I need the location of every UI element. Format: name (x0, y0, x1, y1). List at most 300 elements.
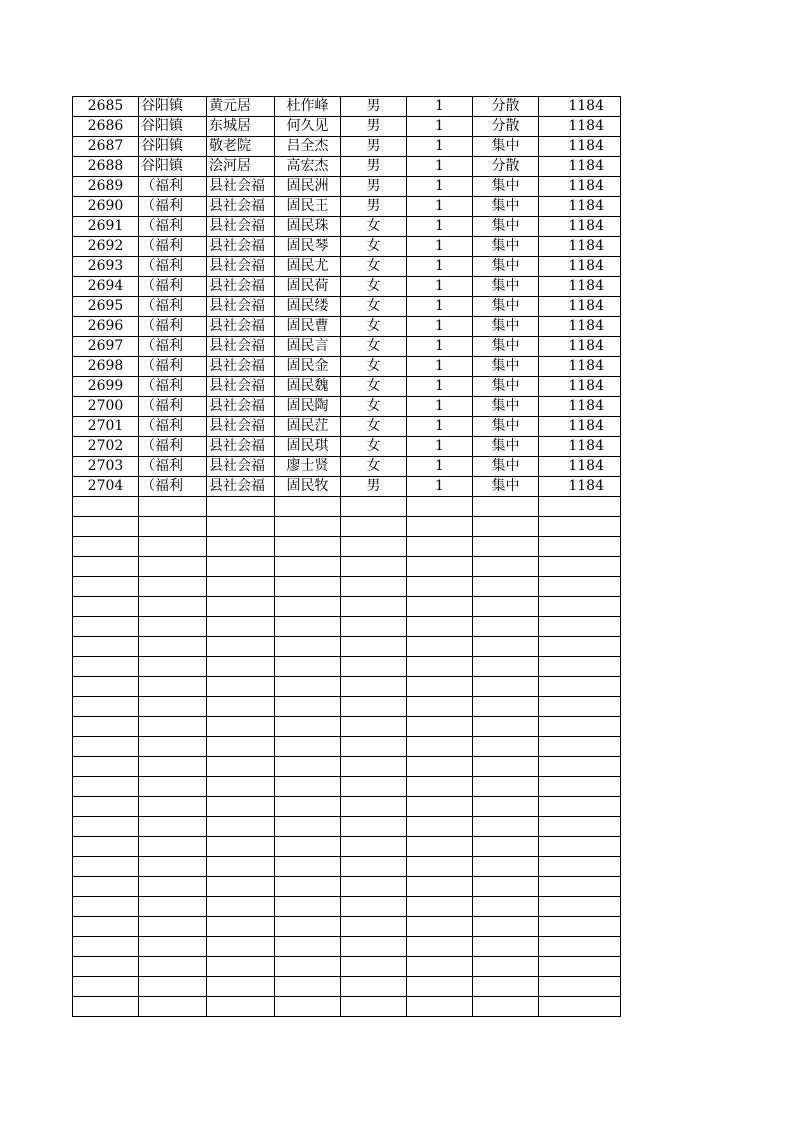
town-cell[interactable] (139, 497, 207, 517)
type-cell[interactable]: 分散 (473, 157, 539, 177)
type-cell[interactable] (473, 777, 539, 797)
unit-cell[interactable]: 县社会福 (207, 377, 275, 397)
index-cell[interactable]: 2697 (73, 337, 139, 357)
count-cell[interactable]: 1 (407, 117, 473, 137)
type-cell[interactable] (473, 557, 539, 577)
gender-cell[interactable] (341, 957, 407, 977)
index-cell[interactable] (73, 797, 139, 817)
index-cell[interactable] (73, 817, 139, 837)
count-cell[interactable]: 1 (407, 397, 473, 417)
town-cell[interactable]: （福利 (139, 457, 207, 477)
amount-cell[interactable] (539, 977, 621, 997)
gender-cell[interactable] (341, 717, 407, 737)
count-cell[interactable] (407, 557, 473, 577)
gender-cell[interactable] (341, 997, 407, 1017)
name-cell[interactable] (275, 877, 341, 897)
count-cell[interactable] (407, 937, 473, 957)
name-cell[interactable]: 固民洲 (275, 177, 341, 197)
town-cell[interactable] (139, 557, 207, 577)
gender-cell[interactable]: 男 (341, 137, 407, 157)
amount-cell[interactable]: 1184 (539, 277, 621, 297)
type-cell[interactable]: 集中 (473, 477, 539, 497)
type-cell[interactable]: 分散 (473, 117, 539, 137)
type-cell[interactable] (473, 797, 539, 817)
gender-cell[interactable]: 女 (341, 437, 407, 457)
amount-cell[interactable] (539, 917, 621, 937)
gender-cell[interactable]: 女 (341, 297, 407, 317)
unit-cell[interactable] (207, 857, 275, 877)
index-cell[interactable] (73, 637, 139, 657)
amount-cell[interactable]: 1184 (539, 137, 621, 157)
index-cell[interactable]: 2687 (73, 137, 139, 157)
unit-cell[interactable]: 县社会福 (207, 317, 275, 337)
gender-cell[interactable]: 男 (341, 157, 407, 177)
amount-cell[interactable] (539, 877, 621, 897)
town-cell[interactable]: （福利 (139, 297, 207, 317)
amount-cell[interactable] (539, 997, 621, 1017)
unit-cell[interactable] (207, 977, 275, 997)
index-cell[interactable] (73, 717, 139, 737)
index-cell[interactable] (73, 657, 139, 677)
town-cell[interactable] (139, 637, 207, 657)
index-cell[interactable]: 2688 (73, 157, 139, 177)
amount-cell[interactable] (539, 777, 621, 797)
name-cell[interactable] (275, 577, 341, 597)
amount-cell[interactable]: 1184 (539, 237, 621, 257)
town-cell[interactable]: （福利 (139, 377, 207, 397)
unit-cell[interactable]: 县社会福 (207, 417, 275, 437)
town-cell[interactable]: （福利 (139, 237, 207, 257)
index-cell[interactable]: 2693 (73, 257, 139, 277)
index-cell[interactable] (73, 617, 139, 637)
town-cell[interactable]: （福利 (139, 477, 207, 497)
type-cell[interactable]: 集中 (473, 397, 539, 417)
amount-cell[interactable] (539, 497, 621, 517)
index-cell[interactable] (73, 597, 139, 617)
amount-cell[interactable] (539, 837, 621, 857)
count-cell[interactable] (407, 857, 473, 877)
gender-cell[interactable] (341, 877, 407, 897)
name-cell[interactable] (275, 817, 341, 837)
type-cell[interactable]: 集中 (473, 217, 539, 237)
count-cell[interactable] (407, 877, 473, 897)
type-cell[interactable]: 集中 (473, 377, 539, 397)
index-cell[interactable]: 2686 (73, 117, 139, 137)
gender-cell[interactable]: 女 (341, 237, 407, 257)
town-cell[interactable] (139, 617, 207, 637)
amount-cell[interactable] (539, 537, 621, 557)
type-cell[interactable] (473, 577, 539, 597)
name-cell[interactable] (275, 697, 341, 717)
town-cell[interactable] (139, 957, 207, 977)
unit-cell[interactable] (207, 497, 275, 517)
name-cell[interactable]: 固民荷 (275, 277, 341, 297)
amount-cell[interactable]: 1184 (539, 437, 621, 457)
name-cell[interactable] (275, 737, 341, 757)
gender-cell[interactable] (341, 557, 407, 577)
index-cell[interactable] (73, 777, 139, 797)
gender-cell[interactable]: 女 (341, 457, 407, 477)
town-cell[interactable] (139, 757, 207, 777)
type-cell[interactable] (473, 917, 539, 937)
amount-cell[interactable]: 1184 (539, 197, 621, 217)
unit-cell[interactable] (207, 577, 275, 597)
name-cell[interactable]: 固民珠 (275, 217, 341, 237)
index-cell[interactable] (73, 977, 139, 997)
amount-cell[interactable] (539, 617, 621, 637)
gender-cell[interactable] (341, 777, 407, 797)
amount-cell[interactable] (539, 597, 621, 617)
town-cell[interactable] (139, 877, 207, 897)
type-cell[interactable] (473, 877, 539, 897)
type-cell[interactable] (473, 897, 539, 917)
unit-cell[interactable]: 县社会福 (207, 277, 275, 297)
count-cell[interactable] (407, 777, 473, 797)
type-cell[interactable] (473, 637, 539, 657)
amount-cell[interactable] (539, 957, 621, 977)
name-cell[interactable]: 何久见 (275, 117, 341, 137)
gender-cell[interactable]: 男 (341, 97, 407, 117)
town-cell[interactable]: （福利 (139, 177, 207, 197)
count-cell[interactable] (407, 957, 473, 977)
town-cell[interactable] (139, 917, 207, 937)
count-cell[interactable]: 1 (407, 197, 473, 217)
gender-cell[interactable] (341, 497, 407, 517)
unit-cell[interactable] (207, 597, 275, 617)
type-cell[interactable] (473, 657, 539, 677)
amount-cell[interactable]: 1184 (539, 257, 621, 277)
index-cell[interactable] (73, 677, 139, 697)
town-cell[interactable]: （福利 (139, 417, 207, 437)
town-cell[interactable] (139, 937, 207, 957)
count-cell[interactable]: 1 (407, 477, 473, 497)
name-cell[interactable] (275, 617, 341, 637)
count-cell[interactable] (407, 997, 473, 1017)
type-cell[interactable] (473, 517, 539, 537)
unit-cell[interactable] (207, 917, 275, 937)
index-cell[interactable]: 2685 (73, 97, 139, 117)
index-cell[interactable] (73, 697, 139, 717)
unit-cell[interactable] (207, 817, 275, 837)
town-cell[interactable]: 谷阳镇 (139, 117, 207, 137)
name-cell[interactable] (275, 777, 341, 797)
count-cell[interactable] (407, 797, 473, 817)
index-cell[interactable]: 2698 (73, 357, 139, 377)
unit-cell[interactable]: 县社会福 (207, 177, 275, 197)
gender-cell[interactable] (341, 637, 407, 657)
name-cell[interactable]: 廖士贤 (275, 457, 341, 477)
count-cell[interactable]: 1 (407, 217, 473, 237)
name-cell[interactable]: 固民金 (275, 357, 341, 377)
town-cell[interactable]: 谷阳镇 (139, 137, 207, 157)
index-cell[interactable]: 2694 (73, 277, 139, 297)
gender-cell[interactable]: 男 (341, 197, 407, 217)
type-cell[interactable] (473, 717, 539, 737)
name-cell[interactable] (275, 537, 341, 557)
unit-cell[interactable] (207, 657, 275, 677)
unit-cell[interactable] (207, 797, 275, 817)
town-cell[interactable]: （福利 (139, 277, 207, 297)
amount-cell[interactable] (539, 797, 621, 817)
count-cell[interactable]: 1 (407, 157, 473, 177)
type-cell[interactable]: 集中 (473, 297, 539, 317)
unit-cell[interactable] (207, 517, 275, 537)
count-cell[interactable]: 1 (407, 377, 473, 397)
unit-cell[interactable]: 县社会福 (207, 237, 275, 257)
amount-cell[interactable]: 1184 (539, 417, 621, 437)
name-cell[interactable] (275, 977, 341, 997)
name-cell[interactable]: 固民言 (275, 337, 341, 357)
town-cell[interactable] (139, 737, 207, 757)
amount-cell[interactable] (539, 677, 621, 697)
gender-cell[interactable] (341, 937, 407, 957)
amount-cell[interactable] (539, 657, 621, 677)
amount-cell[interactable] (539, 637, 621, 657)
unit-cell[interactable] (207, 877, 275, 897)
index-cell[interactable] (73, 537, 139, 557)
name-cell[interactable]: 固民魏 (275, 377, 341, 397)
name-cell[interactable] (275, 717, 341, 737)
gender-cell[interactable] (341, 977, 407, 997)
index-cell[interactable] (73, 997, 139, 1017)
index-cell[interactable]: 2703 (73, 457, 139, 477)
town-cell[interactable]: （福利 (139, 197, 207, 217)
unit-cell[interactable]: 县社会福 (207, 297, 275, 317)
amount-cell[interactable] (539, 757, 621, 777)
index-cell[interactable] (73, 737, 139, 757)
amount-cell[interactable] (539, 857, 621, 877)
index-cell[interactable] (73, 877, 139, 897)
amount-cell[interactable]: 1184 (539, 377, 621, 397)
town-cell[interactable]: （福利 (139, 317, 207, 337)
type-cell[interactable] (473, 937, 539, 957)
unit-cell[interactable] (207, 937, 275, 957)
type-cell[interactable] (473, 617, 539, 637)
amount-cell[interactable] (539, 817, 621, 837)
amount-cell[interactable]: 1184 (539, 177, 621, 197)
amount-cell[interactable] (539, 557, 621, 577)
unit-cell[interactable]: 浍河居 (207, 157, 275, 177)
amount-cell[interactable] (539, 697, 621, 717)
unit-cell[interactable]: 敬老院 (207, 137, 275, 157)
unit-cell[interactable] (207, 777, 275, 797)
type-cell[interactable]: 分散 (473, 97, 539, 117)
town-cell[interactable] (139, 997, 207, 1017)
type-cell[interactable] (473, 837, 539, 857)
count-cell[interactable]: 1 (407, 257, 473, 277)
unit-cell[interactable]: 县社会福 (207, 477, 275, 497)
name-cell[interactable] (275, 557, 341, 577)
type-cell[interactable] (473, 857, 539, 877)
index-cell[interactable]: 2695 (73, 297, 139, 317)
gender-cell[interactable]: 女 (341, 377, 407, 397)
count-cell[interactable]: 1 (407, 277, 473, 297)
count-cell[interactable]: 1 (407, 177, 473, 197)
town-cell[interactable] (139, 537, 207, 557)
unit-cell[interactable] (207, 997, 275, 1017)
type-cell[interactable]: 集中 (473, 417, 539, 437)
unit-cell[interactable]: 县社会福 (207, 217, 275, 237)
name-cell[interactable] (275, 837, 341, 857)
count-cell[interactable] (407, 737, 473, 757)
index-cell[interactable] (73, 837, 139, 857)
index-cell[interactable] (73, 497, 139, 517)
count-cell[interactable] (407, 597, 473, 617)
count-cell[interactable]: 1 (407, 137, 473, 157)
unit-cell[interactable]: 县社会福 (207, 337, 275, 357)
town-cell[interactable]: （福利 (139, 217, 207, 237)
name-cell[interactable]: 吕全杰 (275, 137, 341, 157)
type-cell[interactable]: 集中 (473, 357, 539, 377)
town-cell[interactable] (139, 517, 207, 537)
index-cell[interactable]: 2702 (73, 437, 139, 457)
count-cell[interactable]: 1 (407, 237, 473, 257)
index-cell[interactable]: 2690 (73, 197, 139, 217)
count-cell[interactable] (407, 897, 473, 917)
gender-cell[interactable]: 男 (341, 477, 407, 497)
type-cell[interactable] (473, 537, 539, 557)
amount-cell[interactable]: 1184 (539, 357, 621, 377)
type-cell[interactable] (473, 757, 539, 777)
name-cell[interactable]: 固民曹 (275, 317, 341, 337)
type-cell[interactable]: 集中 (473, 137, 539, 157)
town-cell[interactable] (139, 657, 207, 677)
amount-cell[interactable] (539, 737, 621, 757)
amount-cell[interactable] (539, 897, 621, 917)
gender-cell[interactable] (341, 897, 407, 917)
name-cell[interactable] (275, 637, 341, 657)
gender-cell[interactable] (341, 597, 407, 617)
type-cell[interactable]: 集中 (473, 437, 539, 457)
gender-cell[interactable]: 女 (341, 417, 407, 437)
type-cell[interactable]: 集中 (473, 257, 539, 277)
amount-cell[interactable]: 1184 (539, 157, 621, 177)
town-cell[interactable]: （福利 (139, 357, 207, 377)
type-cell[interactable] (473, 977, 539, 997)
count-cell[interactable] (407, 817, 473, 837)
gender-cell[interactable] (341, 577, 407, 597)
gender-cell[interactable]: 女 (341, 337, 407, 357)
unit-cell[interactable]: 县社会福 (207, 197, 275, 217)
name-cell[interactable] (275, 857, 341, 877)
count-cell[interactable] (407, 717, 473, 737)
town-cell[interactable]: （福利 (139, 397, 207, 417)
unit-cell[interactable]: 县社会福 (207, 437, 275, 457)
index-cell[interactable] (73, 957, 139, 977)
gender-cell[interactable] (341, 697, 407, 717)
count-cell[interactable] (407, 637, 473, 657)
unit-cell[interactable] (207, 617, 275, 637)
count-cell[interactable]: 1 (407, 437, 473, 457)
index-cell[interactable] (73, 577, 139, 597)
unit-cell[interactable] (207, 697, 275, 717)
gender-cell[interactable]: 女 (341, 317, 407, 337)
name-cell[interactable] (275, 797, 341, 817)
town-cell[interactable] (139, 977, 207, 997)
type-cell[interactable]: 集中 (473, 197, 539, 217)
unit-cell[interactable] (207, 957, 275, 977)
town-cell[interactable] (139, 697, 207, 717)
unit-cell[interactable]: 县社会福 (207, 397, 275, 417)
name-cell[interactable]: 杜作峰 (275, 97, 341, 117)
count-cell[interactable] (407, 577, 473, 597)
gender-cell[interactable]: 男 (341, 117, 407, 137)
gender-cell[interactable] (341, 917, 407, 937)
count-cell[interactable]: 1 (407, 97, 473, 117)
count-cell[interactable]: 1 (407, 317, 473, 337)
amount-cell[interactable]: 1184 (539, 217, 621, 237)
unit-cell[interactable] (207, 637, 275, 657)
gender-cell[interactable] (341, 517, 407, 537)
index-cell[interactable]: 2699 (73, 377, 139, 397)
town-cell[interactable]: （福利 (139, 437, 207, 457)
name-cell[interactable] (275, 917, 341, 937)
index-cell[interactable] (73, 937, 139, 957)
type-cell[interactable]: 集中 (473, 457, 539, 477)
unit-cell[interactable] (207, 897, 275, 917)
name-cell[interactable]: 固民缕 (275, 297, 341, 317)
name-cell[interactable] (275, 957, 341, 977)
count-cell[interactable] (407, 517, 473, 537)
type-cell[interactable]: 集中 (473, 337, 539, 357)
name-cell[interactable]: 固民王 (275, 197, 341, 217)
amount-cell[interactable]: 1184 (539, 457, 621, 477)
index-cell[interactable]: 2691 (73, 217, 139, 237)
name-cell[interactable] (275, 597, 341, 617)
name-cell[interactable] (275, 677, 341, 697)
name-cell[interactable]: 高宏杰 (275, 157, 341, 177)
town-cell[interactable] (139, 717, 207, 737)
gender-cell[interactable] (341, 857, 407, 877)
town-cell[interactable] (139, 817, 207, 837)
count-cell[interactable]: 1 (407, 417, 473, 437)
amount-cell[interactable] (539, 717, 621, 737)
unit-cell[interactable] (207, 837, 275, 857)
gender-cell[interactable] (341, 677, 407, 697)
count-cell[interactable] (407, 837, 473, 857)
count-cell[interactable] (407, 497, 473, 517)
count-cell[interactable] (407, 917, 473, 937)
town-cell[interactable] (139, 777, 207, 797)
town-cell[interactable] (139, 857, 207, 877)
type-cell[interactable]: 集中 (473, 317, 539, 337)
unit-cell[interactable]: 县社会福 (207, 357, 275, 377)
town-cell[interactable] (139, 677, 207, 697)
amount-cell[interactable]: 1184 (539, 117, 621, 137)
name-cell[interactable] (275, 997, 341, 1017)
town-cell[interactable] (139, 597, 207, 617)
gender-cell[interactable]: 女 (341, 257, 407, 277)
unit-cell[interactable] (207, 677, 275, 697)
type-cell[interactable] (473, 677, 539, 697)
type-cell[interactable] (473, 697, 539, 717)
town-cell[interactable] (139, 897, 207, 917)
name-cell[interactable] (275, 897, 341, 917)
name-cell[interactable] (275, 757, 341, 777)
gender-cell[interactable] (341, 657, 407, 677)
gender-cell[interactable] (341, 797, 407, 817)
unit-cell[interactable]: 县社会福 (207, 457, 275, 477)
amount-cell[interactable]: 1184 (539, 317, 621, 337)
amount-cell[interactable]: 1184 (539, 477, 621, 497)
index-cell[interactable] (73, 757, 139, 777)
type-cell[interactable] (473, 597, 539, 617)
town-cell[interactable]: （福利 (139, 257, 207, 277)
gender-cell[interactable] (341, 757, 407, 777)
type-cell[interactable] (473, 497, 539, 517)
count-cell[interactable] (407, 677, 473, 697)
index-cell[interactable]: 2696 (73, 317, 139, 337)
